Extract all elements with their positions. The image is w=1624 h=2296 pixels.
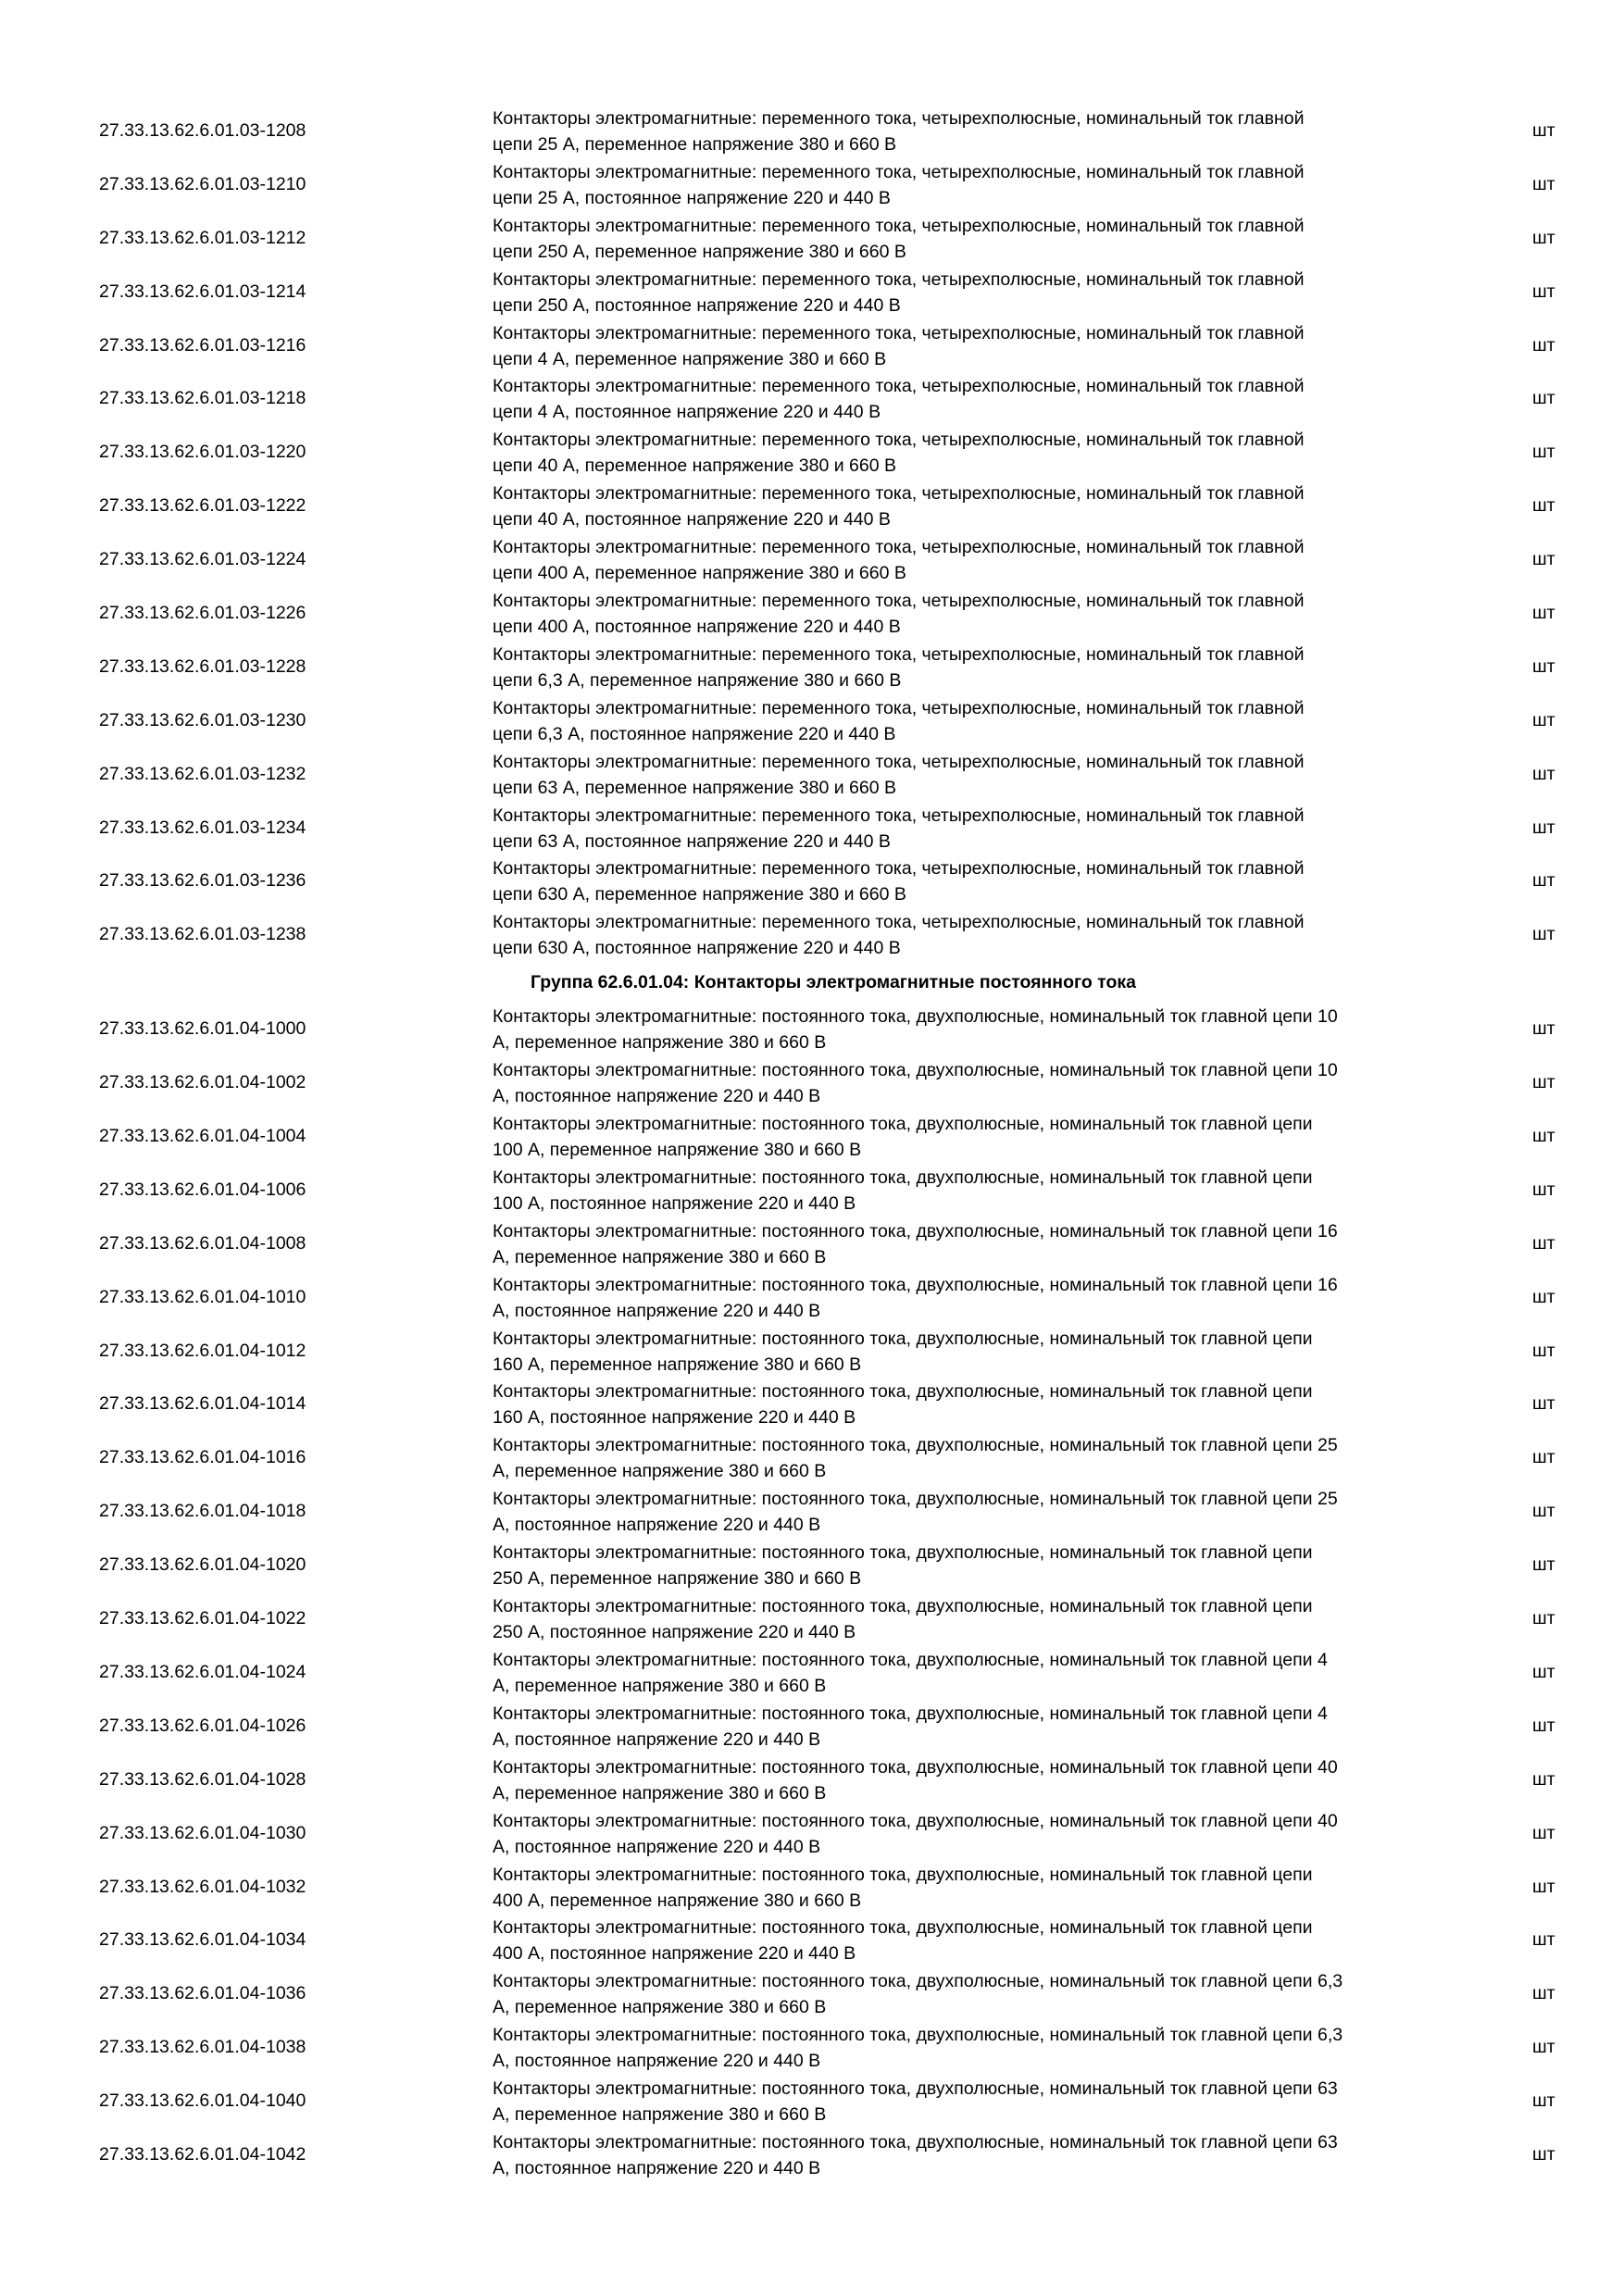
item-unit: шт bbox=[1532, 2037, 1555, 2058]
table-row bbox=[0, 1967, 1624, 2021]
table-row bbox=[0, 1431, 1624, 1485]
description-line-2: цепи 630 А, постоянное напряжение 220 и 440 В bbox=[493, 938, 901, 959]
item-unit: шт bbox=[1532, 227, 1555, 248]
table-row bbox=[0, 2075, 1624, 2128]
description-line-1: Контакторы электромагнитные: постоянного тока, двухполюсные, номинальный ток главной цепи 10 bbox=[493, 1060, 1338, 1081]
description-line-1: Контакторы электромагнитные: переменного тока, четырехполюсные, номинальный ток главной bbox=[493, 376, 1305, 397]
description-line-2: А, постоянное напряжение 220 и 440 В bbox=[493, 1728, 821, 1750]
item-code: 27.33.13.62.6.01.04-1008 bbox=[99, 1232, 306, 1254]
description-line-1: Контакторы электромагнитные: постоянного тока, двухполюсные, номинальный ток главной цепи bbox=[493, 1596, 1313, 1617]
item-code: 27.33.13.62.6.01.03-1212 bbox=[99, 227, 306, 248]
description-line-2: А, переменное напряжение 380 и 660 В bbox=[493, 1032, 827, 1054]
description-line-2: А, постоянное напряжение 220 и 440 В bbox=[493, 2051, 821, 2072]
description-line-2: А, постоянное напряжение 220 и 440 В bbox=[493, 1836, 821, 1857]
description-line-2: А, переменное напряжение 380 и 660 В bbox=[493, 1461, 827, 1482]
description-line-1: Контакторы электромагнитные: переменного тока, четырехполюсные, номинальный ток главной bbox=[493, 697, 1305, 718]
description-line-1: Контакторы электромагнитные: постоянного тока, двухполюсные, номинальный ток главной цепи 6,3 bbox=[493, 1971, 1343, 1992]
item-description bbox=[493, 373, 1474, 425]
item-description bbox=[493, 1862, 1474, 1914]
item-unit: шт bbox=[1532, 1983, 1555, 2004]
item-unit: шт bbox=[1532, 2143, 1555, 2165]
table-row bbox=[0, 533, 1624, 587]
item-code: 27.33.13.62.6.01.03-1210 bbox=[99, 173, 306, 194]
price-list-page bbox=[0, 105, 1624, 2182]
item-code: 27.33.13.62.6.01.04-1022 bbox=[99, 1608, 306, 1629]
item-code: 27.33.13.62.6.01.04-1026 bbox=[99, 1715, 306, 1736]
item-code: 27.33.13.62.6.01.04-1006 bbox=[99, 1179, 306, 1200]
description-line-1: Контакторы электромагнитные: переменного тока, четырехполюсные, номинальный ток главной bbox=[493, 912, 1305, 933]
description-line-2: 100 А, постоянное напряжение 220 и 440 В bbox=[493, 1192, 856, 1214]
item-description bbox=[493, 695, 1474, 747]
item-code: 27.33.13.62.6.01.03-1238 bbox=[99, 924, 306, 945]
description-line-2: А, постоянное напряжение 220 и 440 В bbox=[493, 1515, 821, 1536]
description-line-1: Контакторы электромагнитные: постоянного тока, двухполюсные, номинальный ток главной цепи bbox=[493, 1542, 1313, 1564]
description-line-2: А, переменное напряжение 380 и 660 В bbox=[493, 1246, 827, 1267]
table-row bbox=[0, 587, 1624, 641]
table-row bbox=[0, 1753, 1624, 1807]
item-code: 27.33.13.62.6.01.04-1018 bbox=[99, 1501, 306, 1522]
description-line-2: цепи 63 А, переменное напряжение 380 и 660 В bbox=[493, 777, 896, 798]
table-row bbox=[0, 855, 1624, 908]
description-line-1: Контакторы электромагнитные: постоянного тока, двухполюсные, номинальный ток главной цепи 25 bbox=[493, 1435, 1338, 1456]
description-line-2: А, переменное напряжение 380 и 660 В bbox=[493, 1782, 827, 1803]
description-line-2: А, переменное напряжение 380 и 660 В bbox=[493, 1675, 827, 1696]
item-description bbox=[493, 1165, 1474, 1217]
description-line-2: цепи 250 А, переменное напряжение 380 и 660 В bbox=[493, 241, 906, 262]
item-description bbox=[493, 1004, 1474, 1055]
item-code: 27.33.13.62.6.01.03-1220 bbox=[99, 442, 306, 463]
item-unit: шт bbox=[1532, 1876, 1555, 1897]
item-unit: шт bbox=[1532, 1232, 1555, 1254]
item-code: 27.33.13.62.6.01.04-1004 bbox=[99, 1126, 306, 1147]
item-description bbox=[493, 1111, 1474, 1163]
item-description bbox=[493, 1432, 1474, 1484]
item-description bbox=[493, 2022, 1474, 2074]
item-code: 27.33.13.62.6.01.04-1014 bbox=[99, 1393, 306, 1415]
description-line-1: Контакторы электромагнитные: переменного тока, четырехполюсные, номинальный ток главной bbox=[493, 591, 1305, 612]
description-line-2: цепи 6,3 А, постоянное напряжение 220 и 440 В bbox=[493, 723, 896, 744]
table-row bbox=[0, 2021, 1624, 2075]
item-unit: шт bbox=[1532, 1929, 1555, 1951]
description-line-1: Контакторы электромагнитные: постоянного тока, двухполюсные, номинальный ток главной цепи 16 bbox=[493, 1274, 1338, 1295]
item-description bbox=[493, 1754, 1474, 1806]
item-unit: шт bbox=[1532, 173, 1555, 194]
item-code: 27.33.13.62.6.01.03-1230 bbox=[99, 709, 306, 730]
item-code: 27.33.13.62.6.01.03-1208 bbox=[99, 120, 306, 141]
item-code: 27.33.13.62.6.01.03-1218 bbox=[99, 388, 306, 409]
description-line-2: цепи 630 А, переменное напряжение 380 и 660 В bbox=[493, 884, 906, 905]
item-unit: шт bbox=[1532, 1501, 1555, 1522]
description-line-1: Контакторы электромагнитные: переменного тока, четырехполюсные, номинальный ток главной bbox=[493, 858, 1305, 880]
item-code: 27.33.13.62.6.01.04-1000 bbox=[99, 1018, 306, 1040]
item-description bbox=[493, 1968, 1474, 2020]
table-row bbox=[0, 105, 1624, 158]
item-unit: шт bbox=[1532, 388, 1555, 409]
item-unit: шт bbox=[1532, 1393, 1555, 1415]
description-line-1: Контакторы электромагнитные: переменного тока, четырехполюсные, номинальный ток главной bbox=[493, 108, 1305, 129]
item-unit: шт bbox=[1532, 2090, 1555, 2112]
description-line-2: 250 А, переменное напряжение 380 и 660 В bbox=[493, 1568, 862, 1590]
group-heading bbox=[0, 962, 1624, 1003]
description-line-1: Контакторы электромагнитные: переменного тока, четырехполюсные, номинальный ток главной bbox=[493, 483, 1305, 505]
item-description bbox=[493, 1326, 1474, 1378]
description-line-2: цепи 40 А, постоянное напряжение 220 и 440 В bbox=[493, 509, 891, 530]
item-description bbox=[493, 320, 1474, 372]
item-unit: шт bbox=[1532, 1715, 1555, 1736]
item-code: 27.33.13.62.6.01.03-1222 bbox=[99, 495, 306, 517]
table-row bbox=[0, 372, 1624, 426]
table-row bbox=[0, 908, 1624, 962]
item-code: 27.33.13.62.6.01.03-1236 bbox=[99, 870, 306, 892]
table-row bbox=[0, 480, 1624, 533]
description-line-1: Контакторы электромагнитные: постоянного тока, двухполюсные, номинальный ток главной цепи 25 bbox=[493, 1489, 1338, 1510]
item-unit: шт bbox=[1532, 1554, 1555, 1576]
description-line-2: А, постоянное напряжение 220 и 440 В bbox=[493, 1300, 821, 1321]
description-line-2: 400 А, переменное напряжение 380 и 660 В bbox=[493, 1890, 862, 1911]
description-line-1: Контакторы электромагнитные: переменного тока, четырехполюсные, номинальный ток главной bbox=[493, 268, 1305, 290]
item-description bbox=[493, 2129, 1474, 2181]
table-row bbox=[0, 1539, 1624, 1592]
description-line-1: Контакторы электромагнитные: постоянного тока, двухполюсные, номинальный ток главной цепи bbox=[493, 1864, 1313, 1885]
item-description bbox=[493, 2076, 1474, 2128]
description-line-1: Контакторы электромагнитные: постоянного тока, двухполюсные, номинальный ток главной цепи 16 bbox=[493, 1220, 1338, 1242]
table-row bbox=[0, 1325, 1624, 1379]
item-unit: шт bbox=[1532, 1286, 1555, 1307]
item-unit: шт bbox=[1532, 1822, 1555, 1843]
description-line-1: Контакторы электромагнитные: постоянного тока, двухполюсные, номинальный ток главной цепи bbox=[493, 1381, 1313, 1403]
item-unit: шт bbox=[1532, 603, 1555, 624]
item-description bbox=[493, 159, 1474, 211]
table-row bbox=[0, 1003, 1624, 1056]
item-description bbox=[493, 1486, 1474, 1538]
item-code: 27.33.13.62.6.01.04-1034 bbox=[99, 1929, 306, 1951]
item-description bbox=[493, 803, 1474, 855]
item-description bbox=[493, 1808, 1474, 1860]
description-line-2: цепи 250 А, постоянное напряжение 220 и 440 В bbox=[493, 294, 901, 316]
item-description bbox=[493, 267, 1474, 318]
item-code: 27.33.13.62.6.01.04-1038 bbox=[99, 2037, 306, 2058]
description-line-2: цепи 63 А, постоянное напряжение 220 и 440 В bbox=[493, 830, 891, 852]
description-line-1: Контакторы электромагнитные: постоянного тока, двухполюсные, номинальный ток главной цепи 4 bbox=[493, 1703, 1328, 1724]
item-description bbox=[493, 1647, 1474, 1699]
item-code: 27.33.13.62.6.01.03-1216 bbox=[99, 334, 306, 356]
item-code: 27.33.13.62.6.01.04-1040 bbox=[99, 2090, 306, 2112]
item-code: 27.33.13.62.6.01.04-1020 bbox=[99, 1554, 306, 1576]
group-title: Группа 62.6.01.04: Контакторы электромагнитные постоянного тока bbox=[531, 972, 1136, 993]
description-line-1: Контакторы электромагнитные: переменного тока, четырехполюсные, номинальный ток главной bbox=[493, 215, 1305, 236]
table-row bbox=[0, 212, 1624, 266]
description-line-1: Контакторы электромагнитные: постоянного тока, двухполюсные, номинальный ток главной цепи 63 bbox=[493, 2078, 1338, 2100]
description-line-2: А, постоянное напряжение 220 и 440 В bbox=[493, 2157, 821, 2178]
table-row bbox=[0, 1914, 1624, 1967]
table-row bbox=[0, 1485, 1624, 1539]
description-line-2: цепи 40 А, переменное напряжение 380 и 660 В bbox=[493, 455, 896, 477]
description-line-1: Контакторы электромагнитные: переменного тока, четырехполюсные, номинальный ток главной bbox=[493, 430, 1305, 451]
item-unit: шт bbox=[1532, 549, 1555, 570]
item-code: 27.33.13.62.6.01.03-1226 bbox=[99, 603, 306, 624]
item-unit: шт bbox=[1532, 763, 1555, 784]
description-line-1: Контакторы электромагнитные: постоянного тока, двухполюсные, номинальный ток главной цепи bbox=[493, 1917, 1313, 1939]
table-row bbox=[0, 1378, 1624, 1431]
item-unit: шт bbox=[1532, 924, 1555, 945]
item-code: 27.33.13.62.6.01.03-1232 bbox=[99, 763, 306, 784]
table-row bbox=[0, 748, 1624, 802]
description-line-2: 400 А, постоянное напряжение 220 и 440 В bbox=[493, 1943, 856, 1965]
table-row bbox=[0, 266, 1624, 319]
item-code: 27.33.13.62.6.01.04-1010 bbox=[99, 1286, 306, 1307]
table-row bbox=[0, 1700, 1624, 1753]
item-description bbox=[493, 1218, 1474, 1270]
description-line-1: Контакторы электромагнитные: переменного тока, четырехполюсные, номинальный ток главной bbox=[493, 322, 1305, 343]
table-row bbox=[0, 1592, 1624, 1646]
table-row bbox=[0, 1217, 1624, 1271]
description-line-1: Контакторы электромагнитные: постоянного тока, двухполюсные, номинальный ток главной цепи 6,3 bbox=[493, 2025, 1343, 2046]
item-description bbox=[493, 855, 1474, 907]
item-unit: шт bbox=[1532, 870, 1555, 892]
description-line-2: 100 А, переменное напряжение 380 и 660 В bbox=[493, 1140, 862, 1161]
item-unit: шт bbox=[1532, 495, 1555, 517]
item-code: 27.33.13.62.6.01.04-1042 bbox=[99, 2143, 306, 2165]
item-unit: шт bbox=[1532, 1179, 1555, 1200]
item-description bbox=[493, 1057, 1474, 1109]
item-code: 27.33.13.62.6.01.04-1024 bbox=[99, 1661, 306, 1682]
description-line-2: 160 А, постоянное напряжение 220 и 440 В bbox=[493, 1407, 856, 1429]
item-description bbox=[493, 909, 1474, 961]
item-unit: шт bbox=[1532, 1661, 1555, 1682]
item-code: 27.33.13.62.6.01.04-1036 bbox=[99, 1983, 306, 2004]
description-line-2: цепи 6,3 А, переменное напряжение 380 и 660 В bbox=[493, 669, 902, 691]
item-description bbox=[493, 213, 1474, 265]
description-line-2: цепи 4 А, переменное напряжение 380 и 660 В bbox=[493, 348, 887, 369]
table-row bbox=[0, 641, 1624, 694]
item-description bbox=[493, 1379, 1474, 1430]
description-line-1: Контакторы электромагнитные: переменного тока, четырехполюсные, номинальный ток главной bbox=[493, 161, 1305, 182]
item-unit: шт bbox=[1532, 281, 1555, 302]
description-line-1: Контакторы электромагнитные: постоянного тока, двухполюсные, номинальный ток главной цепи bbox=[493, 1114, 1313, 1135]
item-description bbox=[493, 106, 1474, 157]
description-line-1: Контакторы электромагнитные: переменного тока, четырехполюсные, номинальный ток главной bbox=[493, 751, 1305, 772]
table-row bbox=[0, 694, 1624, 748]
table-row bbox=[0, 319, 1624, 373]
description-line-1: Контакторы электромагнитные: переменного тока, четырехполюсные, номинальный ток главной bbox=[493, 643, 1305, 665]
description-line-1: Контакторы электромагнитные: постоянного тока, двухполюсные, номинальный ток главной цепи 63 bbox=[493, 2131, 1338, 2152]
description-line-1: Контакторы электромагнитные: постоянного тока, двухполюсные, номинальный ток главной цепи bbox=[493, 1167, 1313, 1188]
table-row bbox=[0, 1110, 1624, 1164]
description-line-2: цепи 25 А, постоянное напряжение 220 и 440 В bbox=[493, 187, 891, 208]
item-unit: шт bbox=[1532, 1447, 1555, 1468]
item-unit: шт bbox=[1532, 1018, 1555, 1040]
item-code: 27.33.13.62.6.01.03-1214 bbox=[99, 281, 306, 302]
table-row bbox=[0, 1807, 1624, 1861]
description-line-2: А, переменное напряжение 380 и 660 В bbox=[493, 2104, 827, 2126]
description-line-1: Контакторы электромагнитные: переменного тока, четырехполюсные, номинальный ток главной bbox=[493, 537, 1305, 558]
item-code: 27.33.13.62.6.01.04-1016 bbox=[99, 1447, 306, 1468]
description-line-1: Контакторы электромагнитные: постоянного тока, двухполюсные, номинальный ток главной цепи 4 bbox=[493, 1649, 1328, 1670]
description-line-2: А, переменное напряжение 380 и 660 В bbox=[493, 1997, 827, 2018]
item-unit: шт bbox=[1532, 1340, 1555, 1361]
item-description bbox=[493, 534, 1474, 586]
item-unit: шт bbox=[1532, 334, 1555, 356]
item-description bbox=[493, 1540, 1474, 1591]
item-description bbox=[493, 749, 1474, 801]
description-line-2: 250 А, постоянное напряжение 220 и 440 В bbox=[493, 1622, 856, 1643]
item-unit: шт bbox=[1532, 655, 1555, 677]
item-code: 27.33.13.62.6.01.04-1012 bbox=[99, 1340, 306, 1361]
item-unit: шт bbox=[1532, 817, 1555, 838]
item-unit: шт bbox=[1532, 1608, 1555, 1629]
description-line-2: А, постоянное напряжение 220 и 440 В bbox=[493, 1086, 821, 1107]
item-unit: шт bbox=[1532, 1768, 1555, 1790]
description-line-2: цепи 4 А, постоянное напряжение 220 и 440 В bbox=[493, 402, 881, 423]
item-code: 27.33.13.62.6.01.03-1234 bbox=[99, 817, 306, 838]
table-row bbox=[0, 1164, 1624, 1217]
description-line-2: 160 А, переменное напряжение 380 и 660 В bbox=[493, 1354, 862, 1375]
item-description bbox=[493, 1915, 1474, 1966]
description-line-1: Контакторы электромагнитные: постоянного тока, двухполюсные, номинальный ток главной цепи 40 bbox=[493, 1810, 1338, 1831]
table-row bbox=[0, 1646, 1624, 1700]
item-description bbox=[493, 1272, 1474, 1324]
description-line-2: цепи 400 А, переменное напряжение 380 и 660 В bbox=[493, 563, 906, 584]
item-code: 27.33.13.62.6.01.04-1002 bbox=[99, 1072, 306, 1093]
item-code: 27.33.13.62.6.01.03-1224 bbox=[99, 549, 306, 570]
table-row bbox=[0, 158, 1624, 212]
description-line-2: цепи 25 А, переменное напряжение 380 и 660 В bbox=[493, 134, 896, 155]
item-description bbox=[493, 1593, 1474, 1645]
table-row bbox=[0, 1056, 1624, 1110]
item-unit: шт bbox=[1532, 120, 1555, 141]
table-row bbox=[0, 802, 1624, 855]
description-line-1: Контакторы электромагнитные: постоянного тока, двухполюсные, номинальный ток главной цепи 40 bbox=[493, 1756, 1338, 1778]
item-unit: шт bbox=[1532, 1126, 1555, 1147]
item-unit: шт bbox=[1532, 709, 1555, 730]
item-code: 27.33.13.62.6.01.03-1228 bbox=[99, 655, 306, 677]
description-line-2: цепи 400 А, постоянное напряжение 220 и 440 В bbox=[493, 617, 901, 638]
item-code: 27.33.13.62.6.01.04-1028 bbox=[99, 1768, 306, 1790]
table-row bbox=[0, 1271, 1624, 1325]
item-code: 27.33.13.62.6.01.04-1030 bbox=[99, 1822, 306, 1843]
table-row bbox=[0, 426, 1624, 480]
description-line-1: Контакторы электромагнитные: переменного тока, четырехполюсные, номинальный ток главной bbox=[493, 805, 1305, 826]
item-description bbox=[493, 1701, 1474, 1753]
item-unit: шт bbox=[1532, 1072, 1555, 1093]
item-description bbox=[493, 588, 1474, 640]
table-row bbox=[0, 1861, 1624, 1915]
description-line-1: Контакторы электромагнитные: постоянного тока, двухполюсные, номинальный ток главной цепи bbox=[493, 1328, 1313, 1349]
item-description bbox=[493, 427, 1474, 479]
description-line-1: Контакторы электромагнитные: постоянного тока, двухполюсные, номинальный ток главной цепи 10 bbox=[493, 1006, 1338, 1028]
item-unit: шт bbox=[1532, 442, 1555, 463]
item-description bbox=[493, 642, 1474, 693]
item-code: 27.33.13.62.6.01.04-1032 bbox=[99, 1876, 306, 1897]
item-description bbox=[493, 480, 1474, 532]
table-row bbox=[0, 2128, 1624, 2182]
